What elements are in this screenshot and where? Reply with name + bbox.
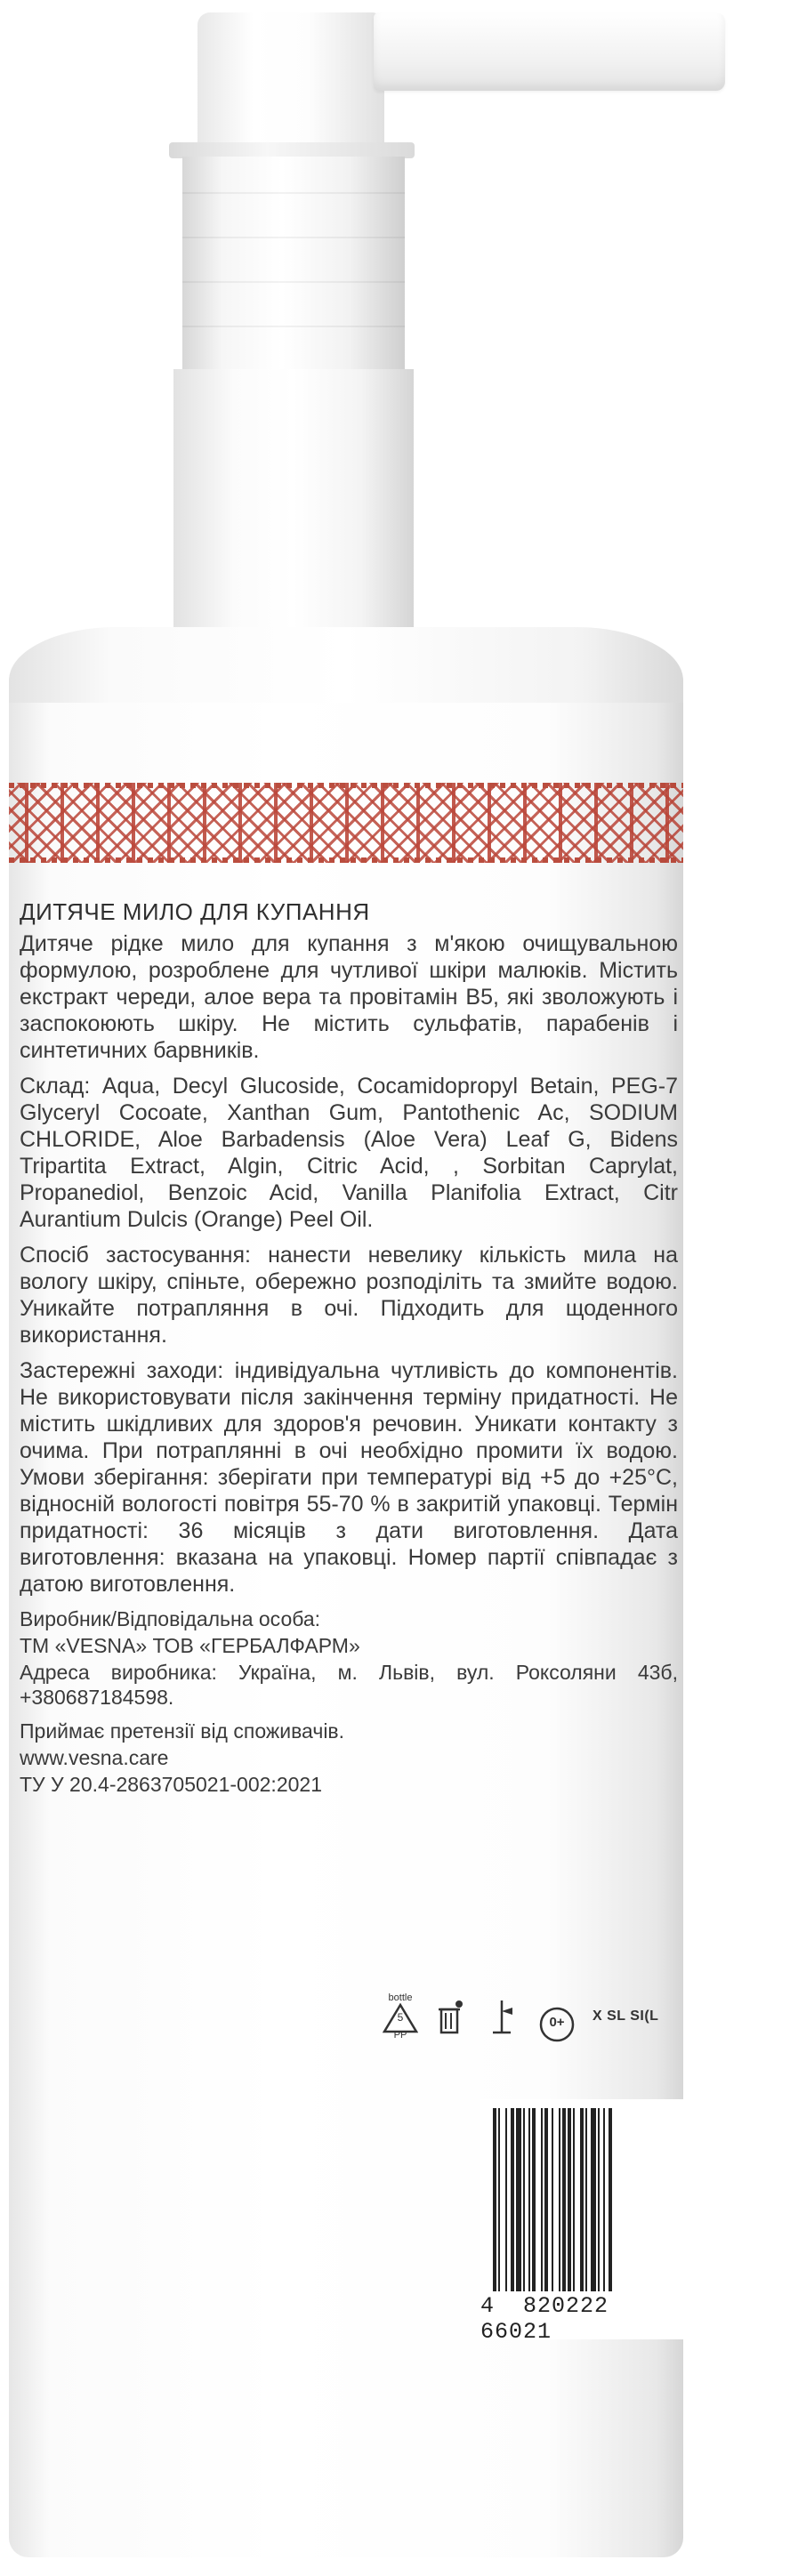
barcode <box>480 2099 683 2345</box>
age-badge-icon <box>537 2005 576 2028</box>
bottle-neck <box>173 369 414 636</box>
claims-text: Приймає претензії від споживачів. <box>20 1719 345 1743</box>
usage-text: Спосіб застосування: нанести невелику кількість мила на вологу шкіру, спіньте, обережно розподіліть та змийте водою. Уникайте потрапляння в очі. Підходить для щоденного використання. <box>20 1243 678 1348</box>
embroidery-ornament-band <box>9 783 683 863</box>
website-text: www.vesna.care <box>20 1746 169 1769</box>
barcode-digits-left: 820222 <box>523 2293 609 2319</box>
barcode-digits-right: 66021 <box>480 2319 552 2345</box>
product-title: ДИТЯЧЕ МИЛО ДЛЯ КУПАННЯ <box>20 898 370 925</box>
barcode-bars <box>493 2108 683 2291</box>
trash-bin-icon <box>434 1997 470 2036</box>
composition-text: Склад: Aqua, Decyl Glucoside, Cocamidopropyl Betain, PEG-7 Glyceryl Cocoate, Xanthan Gum, Pantothenic Ac, SODIUM CHLORIDE, Aloe Barbadensis (Aloe Vera) Leaf G, Bidens Tripartita Extract, Algin, Citric Acid, , Sorbitan Caprylat, Propanediol, Benzoic Acid, Vanilla Planifolia Extract, Citr Aurantium Dulcis (Orange) Peel Oil. <box>20 1074 678 1232</box>
size-label: X SL SI(L <box>592 2008 659 2024</box>
barcode-digit-first: 4 <box>480 2293 496 2319</box>
pump-head <box>198 12 384 146</box>
product-label <box>20 898 678 1806</box>
bottle-cap <box>182 157 405 374</box>
packaging-symbols <box>383 1985 685 2048</box>
pipette-icon <box>486 1997 521 2036</box>
manufacturer-address: Адреса виробника: Україна, м. Львів, вул. Роксоляни 43б, +380687184598. <box>20 1661 678 1709</box>
recycle-bottom-label: PP <box>393 2030 407 2041</box>
manufacturer-name: ТМ «VESNA» ТОВ «ГЕРБАЛФАРМ» <box>20 1634 360 1657</box>
warnings-text: Застережні заходи: індивідуальна чутливість до компонентів. Не використовувати після закінчення терміну придатності. Не містить шкідливих для здоров'я речовин. Уникати контакту з очима. При потраплянні в очі необхідно промити їх водою. Умови зберігання: зберігати при температурі від +5 до +25°С, відносній вологості повітря 55-70 % в закритій упаковці. Термін придатності: 36 місяців з дати виготовлення. Дата виготовлення: вказана на упаковці. Номер партії співпадає з датою виготовлення. <box>20 1358 678 1597</box>
standard-text: ТУ У 20.4-2863705021-002:2021 <box>20 1773 322 1796</box>
manufacturer-label: Виробник/Відповідальна особа: <box>20 1607 321 1630</box>
product-description: Дитяче рідке мило для купання з м'якою очищувальною формулою, розроблене для чутливої шкіри малюків. Містить екстракт череди, алое вера та провітамін В5, які зволожують і заспокоюють шкіру. Не містить сульфатів, парабенів і синтетичних барвників. <box>20 931 678 1063</box>
recycle-number: 5 <box>397 2011 404 2024</box>
recycle-top-label: bottle <box>388 1992 413 2003</box>
pump-nozzle <box>374 12 725 91</box>
barcode-digits <box>480 2293 683 2345</box>
recycle-pp-icon <box>383 1992 418 2041</box>
age-label: 0+ <box>549 2015 565 2030</box>
